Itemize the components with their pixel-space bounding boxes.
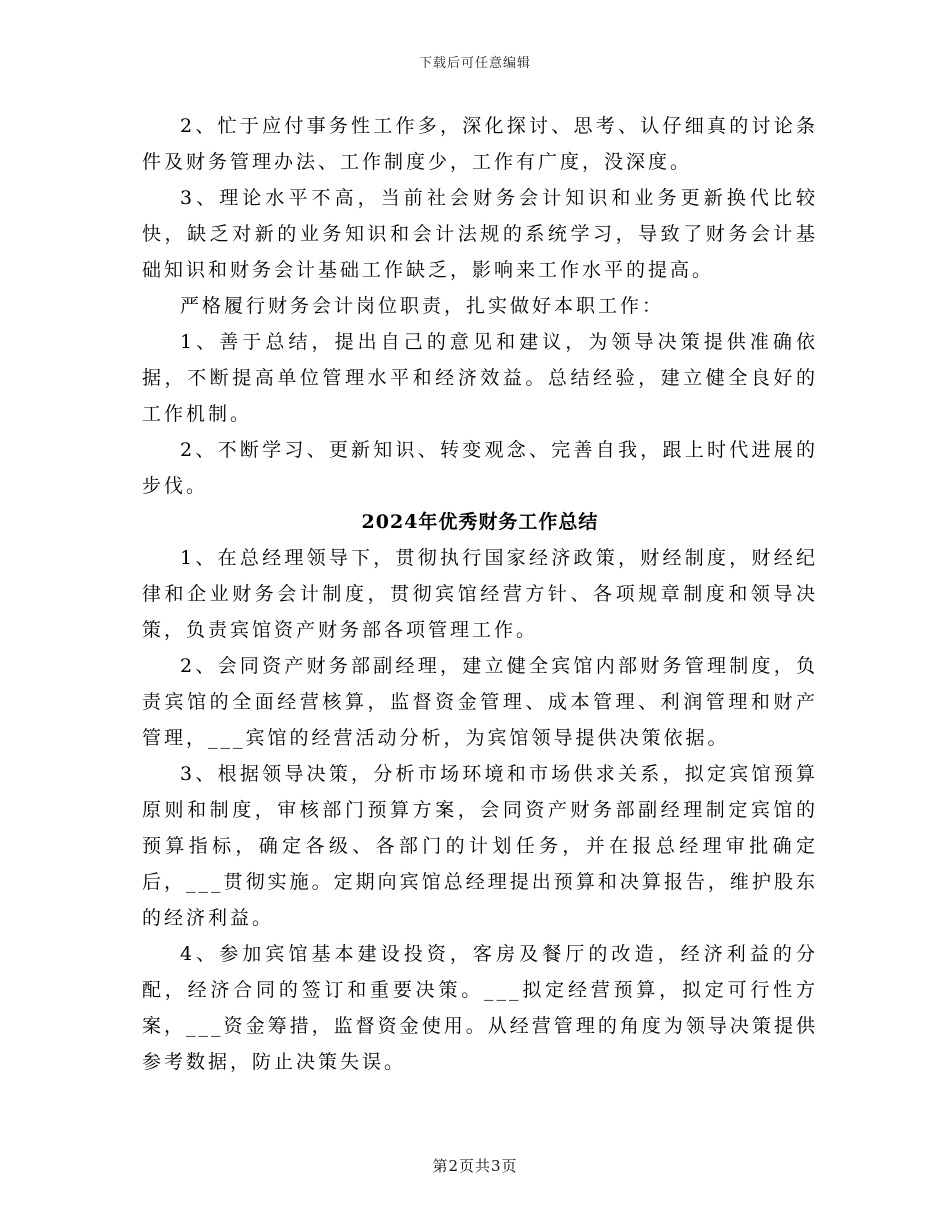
- page-header: 下载后可任意编辑: [418, 56, 531, 71]
- paragraph-item-2: 2、忙于应付事务性工作多，深化探讨、思考、认仔细真的讨论条件及财务管理办法、工作制度少，工作有广度，没深度。: [142, 115, 818, 173]
- paragraph-summary-1: 1、在总经理领导下，贯彻执行国家经济政策，财经制度，财经纪律和企业财务会计制度，贯彻宾馆经营方针、各项规章制度和领导决策，负责宾馆资产财务部各项管理工作。: [142, 547, 818, 641]
- document-body: [142, 108, 818, 1080]
- paragraph-duty-2: 2、不断学习、更新知识、转变观念、完善自我，跟上时代进展的步伐。: [142, 439, 818, 497]
- paragraph-summary-2: 2、会同资产财务部副经理，建立健全宾馆内部财务管理制度，负责宾馆的全面经营核算，监督资金管理、成本管理、利润管理和财产管理，___宾馆的经营活动分析，为宾馆领导提供决策依据。: [142, 655, 818, 749]
- section-title: 2024年优秀财务工作总结: [361, 511, 599, 533]
- paragraph-duties-intro: 严格履行财务会计岗位职责，扎实做好本职工作：: [180, 295, 665, 317]
- page-footer: 第2页共3页: [432, 1157, 518, 1175]
- paragraph-item-3: 3、理论水平不高，当前社会财务会计知识和业务更新换代比较快，缺乏对新的业务知识和会计法规的系统学习，导致了财务会计基础知识和财务会计基础工作缺乏，影响来工作水平的提高。: [142, 187, 818, 281]
- paragraph-summary-3: 3、根据领导决策，分析市场环境和市场供求关系，拟定宾馆预算原则和制度，审核部门预算方案，会同资产财务部副经理制定宾馆的预算指标，确定各级、各部门的计划任务，并在报总经理审批确定后，___贯彻实施。定期向宾馆总经理提出预算和决算报告，维护股东的经济利益。: [142, 763, 818, 929]
- paragraph-summary-4: 4、参加宾馆基本建设投资，客房及餐厅的改造，经济利益的分配，经济合同的签订和重要决策。___拟定经营预算，拟定可行性方案，___资金筹措，监督资金使用。从经营管理的角度为领导决策提供参考数据，防止决策失误。: [142, 943, 818, 1073]
- paragraph-duty-1: 1、善于总结，提出自己的意见和建议，为领导决策提供准确依据，不断提高单位管理水平和经济效益。总结经验，建立健全良好的工作机制。: [142, 331, 818, 425]
